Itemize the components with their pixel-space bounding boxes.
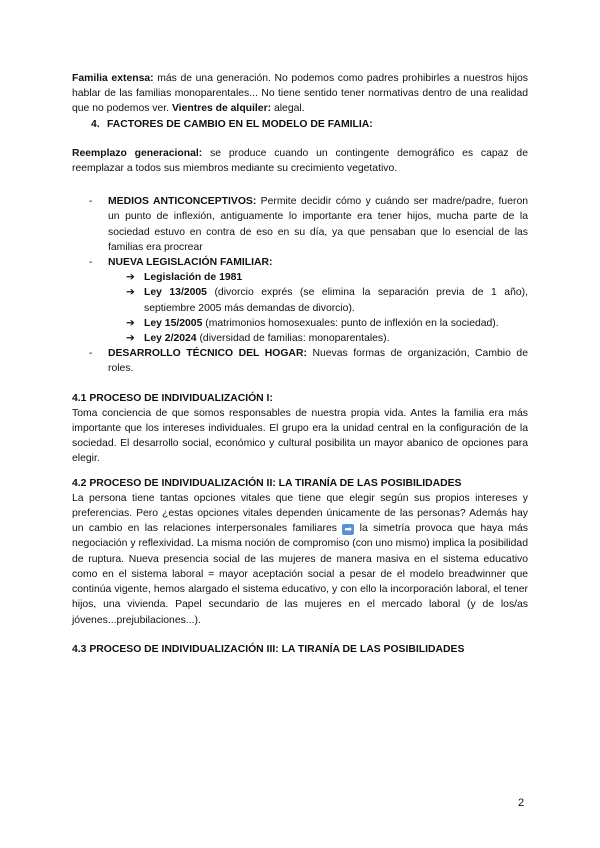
arrow-icon: ➔ [126,333,135,345]
sub-item-ley-13-2005 [72,285,528,315]
bullet-dash: - [89,257,93,269]
bullet-text: Permite decidir cómo y cuándo ser madre/padre, fueron un punto de inflexión, antiguamente lo importante era tener hijos, mucha parte de la sociedad estuvo en contra de eso en su día, ya que pensaban que lo esencial de las familias era procrear [108,196,528,253]
section-title-4-3: 4.3 PROCESO DE INDIVIDUALIZACIÓN III: LA TIRANÍA DE LAS POSIBILIDADES [72,643,465,655]
term-vientres-alquiler: Vientres de alquiler: [171,103,272,115]
text-vientres-alquiler: alegal. [271,103,305,115]
sub-item-text: (matrimonios homosexuales: punto de inflexión en la sociedad). [202,317,499,329]
page-content [72,71,528,657]
text-familia-extensa: más de una generación. No podemos como padres prohibirles a nuestros hijos hablar de las familias monoparentales... No tiene sentido tener normativas dentro de una realidad que no podemos ver. [72,73,528,115]
sub-item-legislacion-1981 [72,270,528,285]
page-number: 2 [518,797,525,809]
heading-factores-cambio [91,117,528,132]
section-title-4-2: 4.2 PROCESO DE INDIVIDUALIZACIÓN II: LA TIRANÍA DE LAS POSIBILIDADES [72,477,462,489]
sub-item-ley-15-2005 [72,316,528,331]
bullet-title: MEDIOS ANTICONCEPTIVOS: [108,196,257,208]
arrow-icon: ➔ [126,317,135,329]
paragraph-reemplazo [72,146,528,176]
bullet-dash: - [89,348,93,360]
bullet-nueva-legislacion [72,255,528,270]
sub-item-title: Ley 15/2005 [144,317,203,329]
section-title-4-1: 4.1 PROCESO DE INDIVIDUALIZACIÓN I: [72,392,273,404]
sub-item-text: (diversidad de familias: monoparentales). [196,333,390,345]
sub-item-text: (divorcio exprés (se elimina la separación previa de 1 año), septiembre 2005 más demandas de divorcio). [144,287,528,314]
bullet-dash: - [89,196,93,208]
right-arrow-icon: ➡ [342,524,354,535]
bullet-text: Nuevas formas de organización, Cambio de roles. [108,348,528,375]
bullet-desarrollo-tecnico [72,346,528,376]
sub-item-ley-2-2024 [72,331,528,346]
text-reemplazo: se produce cuando un contingente demográfico es capaz de reemplazar a todos sus miembros mediante su crecimiento vegetativo. [72,147,528,175]
section-body-4-2 [72,491,528,628]
section-body-4-1: Toma conciencia de que somos responsables de nuestra propia vida. Antes la familia era más importante que los intereses individuales. El grupo era la unidad central en la configuración de la sociedad. El desarrollo social, económico y cultural posibilita un mayor abanico de opciones para elegir. [72,407,528,465]
heading-text: FACTORES DE CAMBIO EN EL MODELO DE FAMILIA: [107,118,373,130]
heading-number: 4. [91,118,100,130]
bullet-title: DESARROLLO TÉCNICO DEL HOGAR: [108,348,307,360]
arrow-icon: ➔ [126,287,135,299]
term-familia-extensa: Familia extensa: [72,73,154,84]
sub-item-title: Legislación de 1981 [144,272,243,284]
term-reemplazo: Reemplazo generacional: [72,147,203,159]
section-body-4-2-part-b: la simetría provoca que haya más negociación y reflexividad. La misma noción de compromiso (con uno mismo) implica la posibilidad de ruptura. Nueva presencia social de las mujeres de manera masiva en el sistema educativo como en el sistema laboral = mayor aceptación social a pesar de el modelo breadwinner que continúa vigente, hemos alargado el sistema educativo, y con ello la incorporación laboral, el tener hijos, una vivienda. Papel secundario de las mujeres en el mercado laboral (y de los/as jóvenes...prejubilaciones...). [72,523,528,626]
bullet-title: NUEVA LEGISLACIÓN FAMILIAR: [108,257,273,269]
arrow-icon: ➔ [126,272,135,284]
sub-item-title: Ley 13/2005 [144,287,207,299]
paragraph-familia-extensa [72,71,528,117]
sub-item-title: Ley 2/2024 [144,333,197,345]
section-body-4-2-part-a: La persona tiene tantas opciones vitales que tiene que elegir según sus propios intereses y preferencias. Pero ¿estas opciones vitales dependen únicamente de las personas? Además hay un cambio en las relaciones interpersonales familiares [72,492,528,535]
bullet-medios-anticonceptivos [72,194,528,255]
